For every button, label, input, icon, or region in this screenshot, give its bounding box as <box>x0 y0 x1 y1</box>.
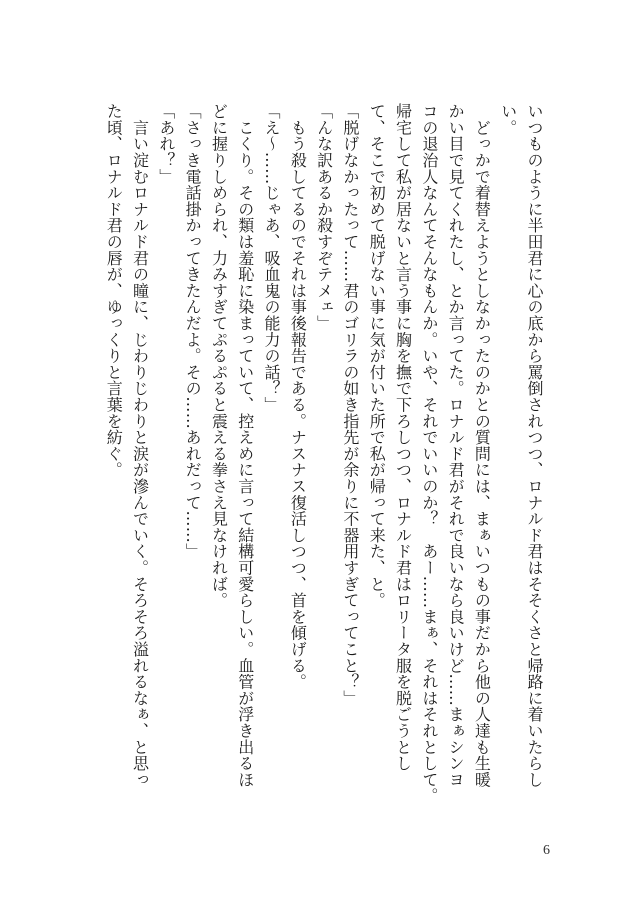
text-line: かい目で見てくれたし、とか言ってた。ロナルド君がそれで良いなら良いけど……まぁシンヨ <box>446 103 466 788</box>
text-line: こくり。その類は羞恥に染まっていて、控えめに言って結構可愛らしい。血管が浮き出るほ <box>235 103 255 788</box>
text-line: た頃、ロナルド君の唇が、ゆっくりと言葉を紡ぐ。 <box>104 103 124 478</box>
text-line: もう殺してるのでそれは事後報告である。ナスナス復活しつつ、首を傾げる。 <box>288 103 308 690</box>
text-line: 言い淀むロナルド君の瞳に、じわりじわりと涙が滲んでいく。そろそろ溢れるなぁ、と思っ <box>130 103 150 788</box>
text-line: どっかで着替えようとしなかったのかとの質問には、まぁいつもの事だから他の人達も生暖 <box>472 103 492 788</box>
text-line: 「え～……じゃあ、吸血鬼の能力の話？」 <box>262 103 282 413</box>
vertical-text-body <box>100 103 547 804</box>
text-line: いつものように半田君に心の底から罵倒されつつ、ロナルド君はそそくさと帰路に着いたらし <box>525 103 544 788</box>
text-line: どに握りしめられ、力みすぎてぷるぷると震える拳さえ見なければ。 <box>209 103 229 609</box>
text-line: コの退治人なんてそんなもんか。いや、それでいいのか？ あー……まぁ、それはそれとして。 <box>419 103 439 804</box>
text-line: 帰宅して私が居ないと言う事に胸を撫で下ろしつつ、ロナルド君はロリータ服を脱ごうとし <box>393 103 413 772</box>
text-line: 「脱げなかったって……君のゴリラの如き指先が余りに不器用すぎてってこと？」 <box>340 103 360 707</box>
text-line: 「あれ？」 <box>156 103 176 185</box>
text-line: い。 <box>498 103 518 136</box>
text-line: て、そこで初めて脱げない事に気が付いた所で私が帰って来た、と。 <box>367 103 387 609</box>
text-line: 「んな訳あるか殺すぞテメェ」 <box>314 103 334 332</box>
page-number: 6 <box>543 843 550 858</box>
text-line: 「さっき電話掛かってきたんだよ。その……あれだって……」 <box>183 103 203 560</box>
